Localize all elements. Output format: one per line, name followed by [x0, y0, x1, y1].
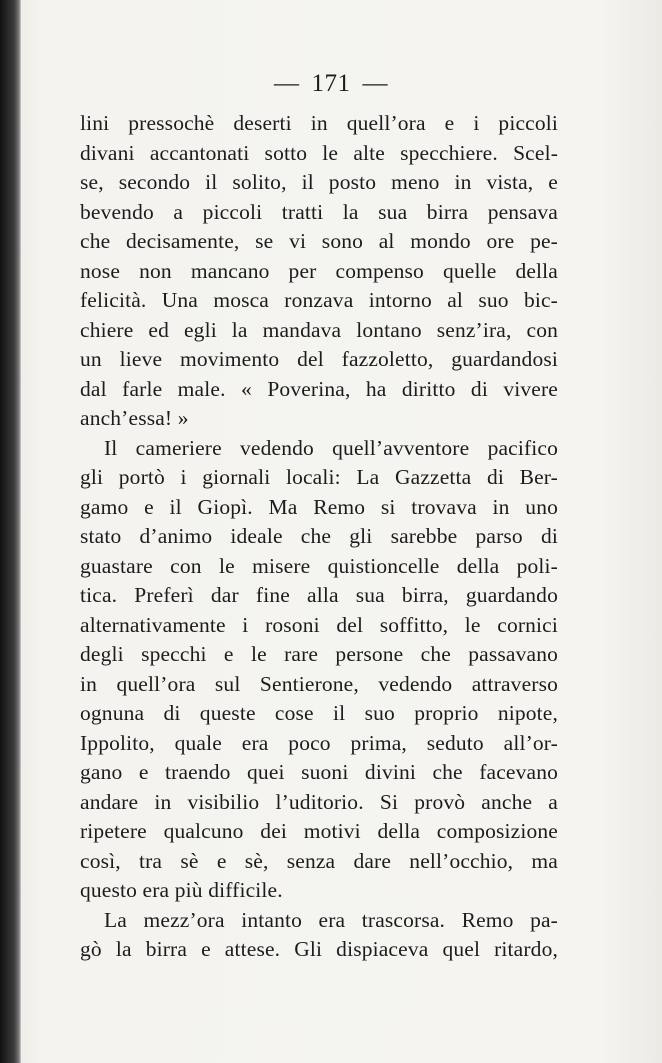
header-dash-right: — — [362, 70, 388, 97]
text-line: se, secondo il solito, il posto meno in vista, e — [80, 170, 558, 194]
text-line: felicità. Una mosca ronzava intorno al suo bic- — [80, 288, 558, 312]
text-line: tica. Preferì dar fine alla sua birra, guardando — [80, 583, 558, 607]
text-line: chiere ed egli la mandava lontano senz’ira, con — [80, 317, 558, 342]
text-line: degli specchi e le rare persone che passavano — [80, 642, 558, 666]
text-line: gò la birra e attese. Gli dispiaceva quel ritardo, — [80, 937, 558, 961]
text-line: gano e traendo quei suoni divini che facevano — [80, 760, 558, 784]
text-line: così, tra sè e sè, senza dare nell’occhio, ma — [80, 848, 558, 873]
text-line: andare in visibilio l’uditorio. Si provò anche a — [80, 789, 558, 814]
text-line: dal farle male. « Poverina, ha diritto di vivere — [80, 376, 558, 401]
text-line: divani accantonati sotto le alte specchiere. Scel- — [80, 140, 558, 165]
text-line: questo era più difficile. — [80, 878, 283, 902]
text-line: Il cameriere vedendo quell’avventore pacifico — [104, 435, 558, 460]
page-number: 171 — [311, 70, 351, 97]
text-line: ripetere qualcuno dei motivi della composizione — [80, 819, 558, 843]
text-line: bevendo a piccoli tratti la sua birra pensava — [80, 199, 558, 224]
text-line: stato d’animo ideale che gli sarebbe parso di — [80, 524, 558, 548]
text-line: che decisamente, se vi sono al mondo ore pe- — [80, 229, 558, 253]
header-dash-left: — — [274, 70, 300, 97]
text-line: alternativamente i rosoni del soffitto, le cornici — [80, 612, 558, 637]
text-line: nose non mancano per compenso quelle della — [80, 258, 558, 283]
text-line: Ippolito, quale era poco prima, seduto all’or- — [80, 730, 558, 755]
text-line: lini pressochè deserti in quell’ora e i piccoli — [80, 111, 558, 135]
text-line: in quell’ora sul Sentierone, vedendo attraverso — [80, 671, 558, 696]
text-line: gamo e il Giopì. Ma Remo si trovava in uno — [80, 494, 558, 519]
text-line: gli portò i giornali locali: La Gazzetta di Ber- — [80, 465, 558, 489]
text-line: ognuna di queste cose il suo proprio nipote, — [80, 701, 558, 725]
page-body-text — [80, 109, 558, 965]
text-line: guastare con le misere quistioncelle della poli- — [80, 553, 558, 578]
page-header — [0, 70, 662, 98]
text-line: un lieve movimento del fazzoletto, guardandosi — [80, 347, 558, 371]
text-line: La mezz’ora intanto era trascorsa. Remo pa- — [104, 907, 558, 932]
text-line: anch’essa! » — [80, 406, 189, 430]
book-spine-edge — [0, 0, 21, 1063]
